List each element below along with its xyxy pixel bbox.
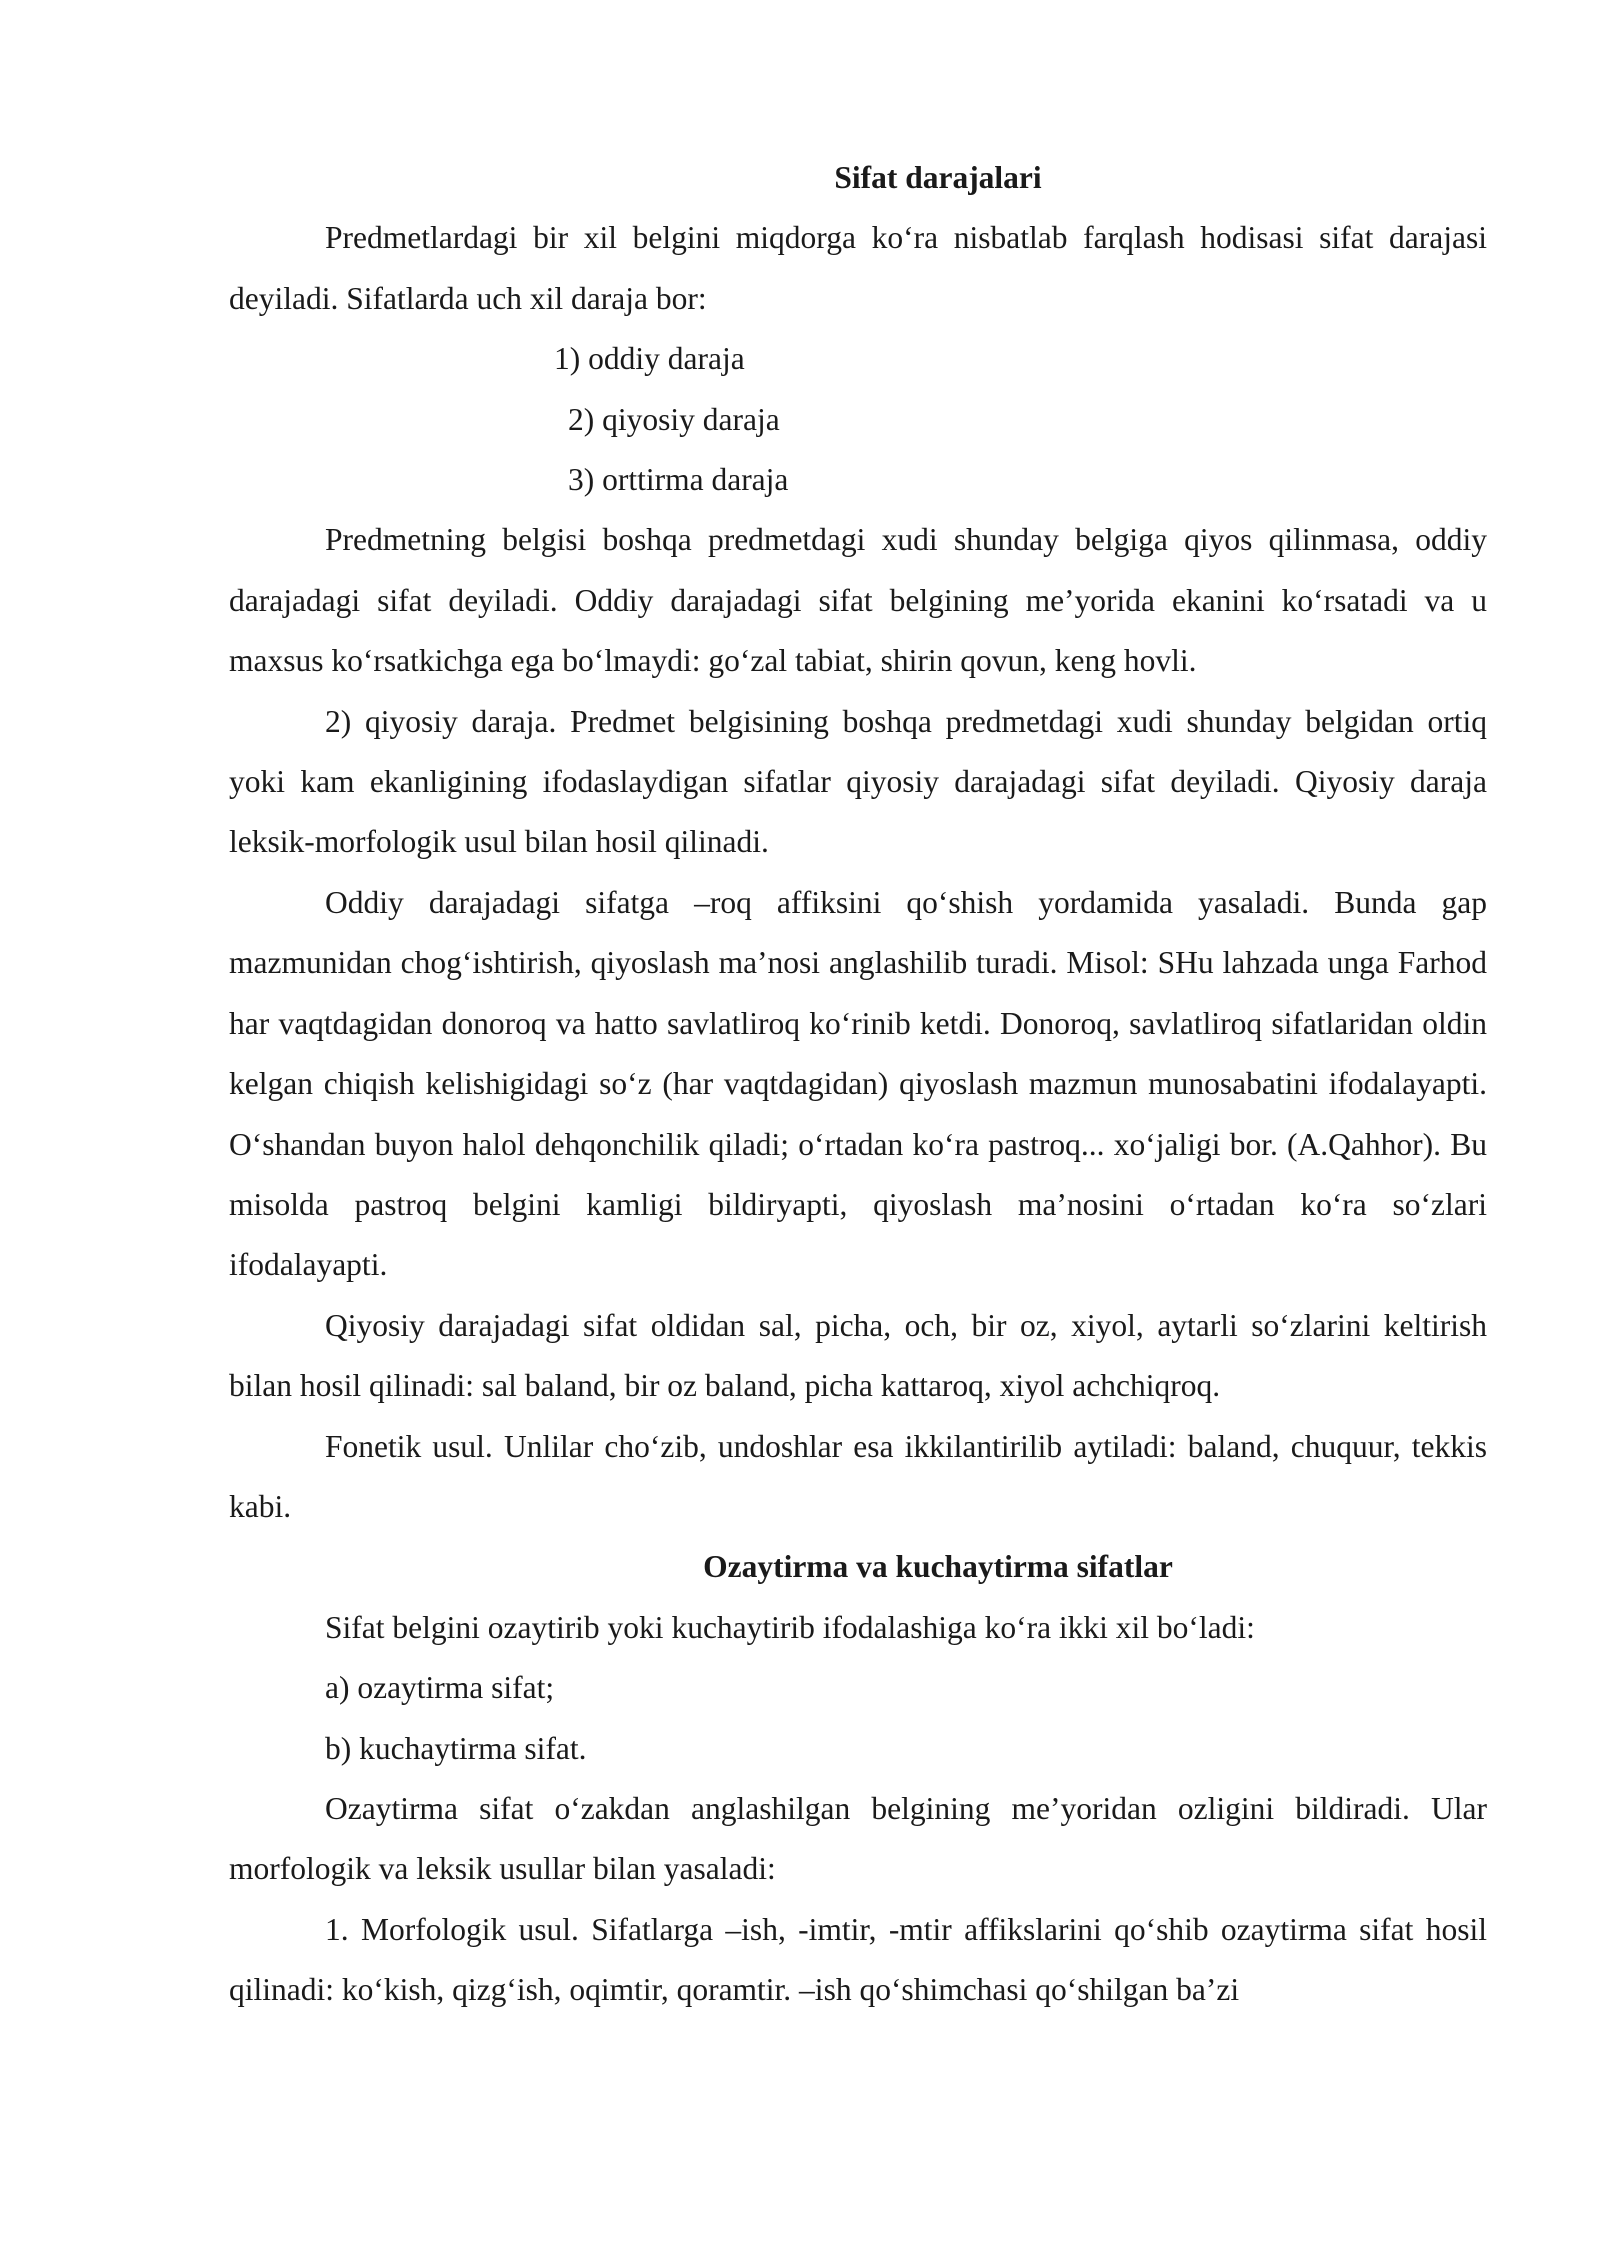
section2-item: a) ozaytirma sifat; <box>325 1670 555 1706</box>
body-paragraph: Qiyosiy darajadagi sifat oldidan sal, picha, och, bir oz, xiyol, aytarli so‘zlarini keltirish bilan hosil qilinadi: sal baland, bir oz baland, picha kattaroq, xiyol achchiqroq. <box>229 1307 1487 1404</box>
document-title: Sifat darajalari <box>834 160 1042 195</box>
body-paragraph: Predmetning belgisi boshqa predmetdagi xudi shunday belgiga qiyos qilinmasa, oddiy darajadagi sifat deyiladi. Oddiy darajadagi sifat belgining me’yorida ekanini ko‘rsatadi va u maxsus ko‘rsatkichga ega bo‘lmaydi: go‘zal tabiat, shirin qovun, keng hovli. <box>229 522 1487 679</box>
section2-intro: Sifat belgini ozaytirib yoki kuchaytirib ifodalashiga ko‘ra ikki xil bo‘ladi: <box>325 1609 1255 1645</box>
section2-item: b) kuchaytirma sifat. <box>325 1730 587 1766</box>
body-paragraph: 2) qiyosiy daraja. Predmet belgisining boshqa predmetdagi xudi shunday belgidan ortiq yoki kam ekanligining ifodaslaydigan sifatlar qiyosiy darajadagi sifat deyiladi. Qiyosiy daraja leksik-morfologik usul bilan hosil qilinadi. <box>229 703 1487 860</box>
document-page <box>229 148 1487 2021</box>
body-paragraph: 1. Morfologik usul. Sifatlarga –ish, -imtir, -mtir affikslarini qo‘shib ozaytirma sifat hosil qilinadi: ko‘kish, qizg‘ish, oqimtir, qoramtir. –ish qo‘shimchasi qo‘shilgan ba’zi <box>229 1911 1487 2008</box>
level-item: 3) orttirma daraja <box>568 462 789 498</box>
level-item: 2) qiyosiy daraja <box>568 401 780 437</box>
intro-paragraph: Predmetlardagi bir xil belgini miqdorga ko‘ra nisbatlab farqlash hodisasi sifat darajasi deyiladi. Sifatlarda uch xil daraja bor: <box>229 220 1487 316</box>
body-paragraph: Ozaytirma sifat o‘zakdan anglashilgan belgining me’yoridan ozligini bildiradi. Ular morfologik va leksik usullar bilan yasaladi: <box>229 1790 1487 1887</box>
body-paragraph: Oddiy darajadagi sifatga –roq affiksini qo‘shish yordamida yasaladi. Bunda gap mazmunidan chog‘ishtirish, qiyoslash ma’nosi anglashilib turadi. Misol: SHu lahzada unga Farhod har vaqtdagidan donoroq va hatto savlatliroq ko‘rinib ketdi. Donoroq, savlatliroq sifatlaridan oldin kelgan chiqish kelishigidagi so‘z (har vaqtdagidan) qiyoslash mazmun munosabatini ifodalayapti. O‘shandan buyon halol dehqonchilik qiladi; o‘rtadan ko‘ra pastroq... xo‘jaligi bor. (A.Qahhor). Bu misolda pastroq belgini kamligi bildiryapti, qiyoslash ma’nosini o‘rtadan ko‘ra so‘zlari ifodalayapti. <box>229 884 1487 1283</box>
section-subtitle: Ozaytirma va kuchaytirma sifatlar <box>703 1549 1173 1585</box>
level-item: 1) oddiy daraja <box>554 341 745 377</box>
body-paragraph: Fonetik usul. Unlilar cho‘zib, undoshlar esa ikkilantirilib aytiladi: baland, chuquur, tekkis kabi. <box>229 1428 1487 1524</box>
